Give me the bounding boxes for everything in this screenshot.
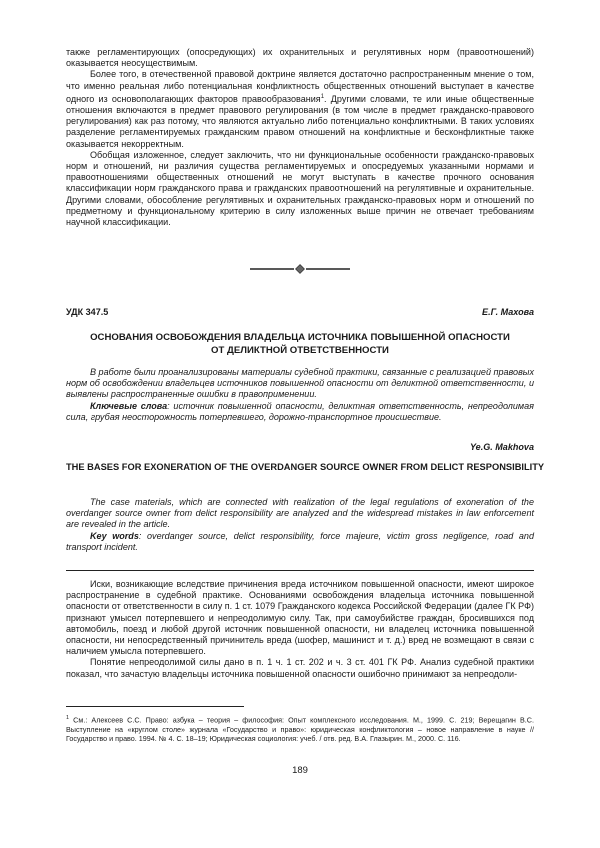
paragraph: Понятие непреодолимой силы дано в п. 1 ч. 1 ст. 202 и ч. 3 ст. 401 ГК РФ. Анализ судебной практики показал, что зачастую владельцы источника повышенной опасности ошибочно принимают за непреодоли- bbox=[66, 657, 534, 679]
paragraph: также регламентирующих (опосредующих) их охранительных и регулятивных норм (правоотношений) оказывается неосуществимым. bbox=[66, 47, 534, 69]
ornament-divider bbox=[250, 264, 350, 274]
abstract-en bbox=[66, 497, 534, 553]
author-en: Ye.G. Makhova bbox=[469, 442, 534, 452]
paragraph: Обобщая изложенное, следует заключить, что ни функциональные особенности гражданско-правовых норм и отношений, ни различия существа регламентируемых и опосредуемых указанными нормами и правоотношениями общественных отношений не могут выступать в качестве прочного основания классификации норм гражданского права и гражданских правоотношений на регулятивные и охранительные. Другими словами, обособление регулятивных и охранительных гражданско-правовых норм и отношений по предметному и функциональному критерию в силу изложенных выше причин не отвечает требованиям научной классификации. bbox=[66, 149, 534, 228]
keywords-ru bbox=[66, 401, 534, 423]
keywords-en bbox=[66, 531, 534, 553]
abstract-ru bbox=[66, 367, 534, 423]
title-line: ОСНОВАНИЯ ОСВОБОЖДЕНИЯ ВЛАДЕЛЬЦА ИСТОЧНИКА ПОВЫШЕННОЙ ОПАСНОСТИ bbox=[90, 332, 510, 343]
footnote-reference: 1 bbox=[320, 93, 325, 100]
title-line: ОТ ДЕЛИКТНОЙ ОТВЕТСТВЕННОСТИ bbox=[211, 344, 389, 356]
keywords-text: : источник повышенной опасности, деликтная ответственность, непреодолимая сила, грубая неосторожность потерпевшего, дорожно-транспортное происшествие. bbox=[66, 400, 534, 422]
footnote bbox=[66, 714, 534, 743]
page-number: 189 bbox=[292, 765, 308, 776]
article-body bbox=[66, 579, 534, 680]
paragraph: Иски, возникающие вследствие причинения вреда источником повышенной опасности, имеют широкое распространение в судебной практике. Основаниями освобождения владельца источника повышенной опасности от ответственности в силу п. 1 ст. 1079 Гражданского кодекса Российской Федерации (далее ГК РФ) признают умысел потерпевшего и непреодолимую силу. Так, при самоубийстве граждан, бросившихся под автомобиль, поезд и любой другой источник повышенной опасности, ни владелец источника повышенной опасности, ни непосредственный причинитель вреда (шофер, машинист и т. д.) вред не возмещают в связи с наличием умысла потерпевшего. bbox=[66, 579, 534, 657]
keywords-label: Key words bbox=[90, 530, 139, 541]
section-rule bbox=[66, 570, 534, 571]
paragraph-text: . Другими словами, те или иные общественные отношения включаются в предмет правового регулирования (в том числе в предмет гражданско-правового регулирования) как раз потому, что являются актуально либо потенциально конфликтными. В таких условиях разделение регламентируемых гражданским правом отношений на конфликтные и бесконфликтные также оказывается некорректным. bbox=[66, 93, 534, 149]
abstract-text: В работе были проанализированы материалы судебной практики, связанные с реализацией правовых норм об освобождении владельцев источников повышенной опасности от деликтной ответственности, и выявлены распространенные ошибки в правоприменении. bbox=[66, 367, 534, 400]
diamond-icon bbox=[296, 265, 305, 274]
abstract-text: The case materials, which are connected with realization of the legal regulations of exoneration of the overdanger source owner from delict responsibility are analyzed and the widespread mistakes in law enforcement are revealed in the article. bbox=[66, 497, 534, 530]
previous-article-conclusion bbox=[66, 47, 534, 228]
udk-author-line bbox=[66, 307, 534, 318]
keywords-label: Ключевые слова bbox=[90, 400, 168, 411]
article-title-en: THE BASES FOR EXONERATION OF THE OVERDANGER SOURCE OWNER FROM DELICT RESPONSIBILITY bbox=[66, 462, 545, 472]
paragraph-text: Более того, в отечественной правовой доктрине является достаточно распространенным мнение о том, что именно реальная либо потенциальная конфликтность общественных отношений выступает в качестве одного из основополагающих факторов правообразования bbox=[66, 69, 534, 104]
footnote-mark: 1 bbox=[66, 715, 70, 721]
author-ru: Е.Г. Махова bbox=[482, 307, 534, 317]
author-en-line bbox=[66, 437, 534, 455]
keywords-text: : overdanger source, delict responsibility, force majeure, victim gross negligence, road and transport incident. bbox=[66, 530, 534, 552]
footnote-text: См.: Алексеев С.С. Право: азбука – теория – философия: Опыт комплексного исследования. М., 1999. С. 219; Верещагин В.С. Выступление на «круглом столе» журнала «Государство и право»: юридическая конфликтология – новое направление в науке // Государство и право. 1994. № 4. С. 18–19; Юридическая социология: учеб. / отв. ред. В.А. Глазырин. М., 2000. С. 116. bbox=[66, 715, 534, 743]
paragraph bbox=[66, 69, 534, 149]
footnote-rule bbox=[66, 706, 244, 707]
udk-code: УДК 347.5 bbox=[66, 307, 109, 317]
article-title-ru bbox=[66, 332, 534, 357]
